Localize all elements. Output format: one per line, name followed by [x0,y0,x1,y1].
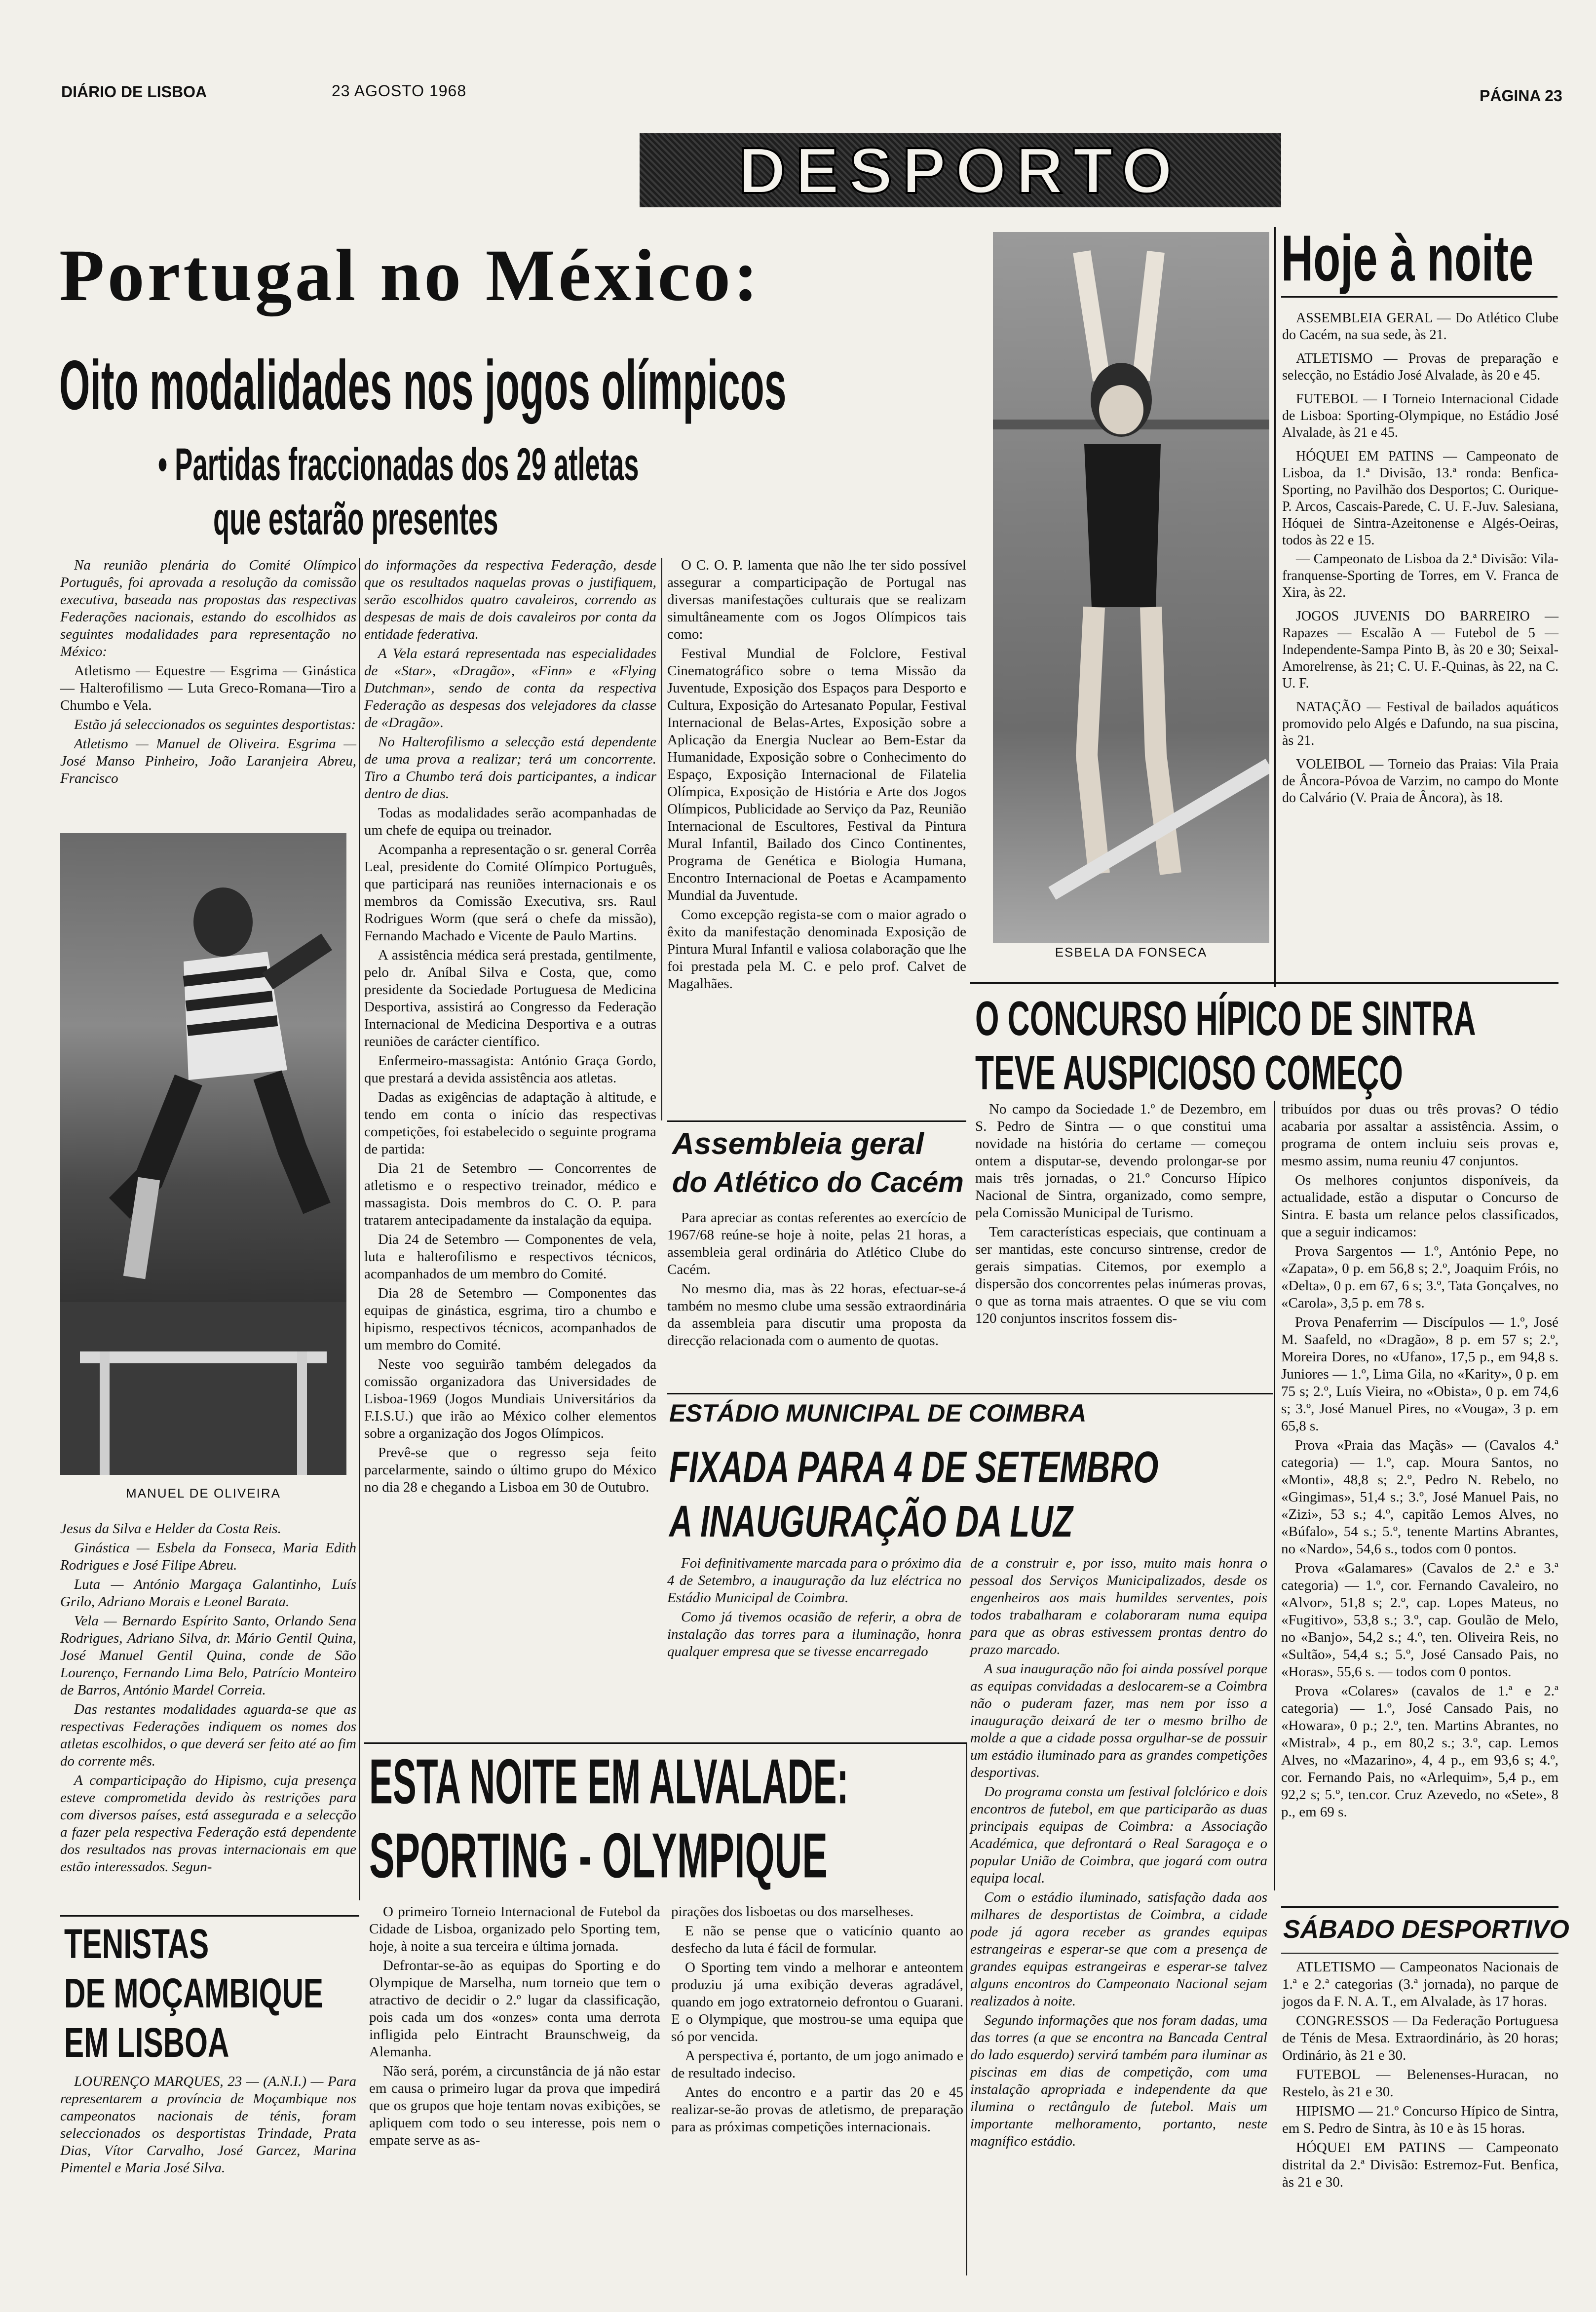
paragraph: Os melhores conjuntos disponíveis, da actualidade, estão a disputar o Concurso de Sintra. E basta um relance pelos classificados, que a seguir indicamos: [1281,1172,1558,1240]
alvalade-col-a [369,1903,660,2151]
listing-item: CONGRESSOS — Da Federação Portuguesa de Ténis de Mesa. Extraordinário, às 20 horas; Ordinário, às 21 e 30. [1282,2013,1558,2063]
desporto-title: DESPORTO [738,134,1182,207]
runner-illustration [60,833,346,1475]
paragraph: Prova «Galamares» (Cavalos de 2.ª e 3.ª categoria) — 1.º, cor. Fernando Cavaleiro, no «Alvor», 51,8 s; 2.º, cap. Lopes Mateus, no «Fugitivo», 53,8 s.; 3.º, cap. Goulão de Melo, no «Banjo», 54,2 s.; 4.º, ten. Oliveira Reis, no «Sultão», 54,4 s.; 5.º, José Cansado Pais, no «Horas», 55,6 s. — todos com 0 pontos. [1281,1560,1558,1680]
alvalade-col-b [671,1903,963,2138]
page-number: PÁGINA 23 [1480,87,1562,105]
paragraph: No Halterofilismo a selecção está dependente de uma prova a realizar; terá um concorrente. Tiro a Chumbo terá dois participantes, a indicar dentro de dias. [364,734,656,802]
tenistas-title-1: TENISTAS [64,1921,209,1967]
paragraph: LOURENÇO MARQUES, 23 — (A.N.I.) — Para representarem a província de Moçambique nos campeonatos nacionais de ténis, foram seleccionados os desportistas Trindade, Prata Dias, Vítor Carvalho, José Garcez, Marina Pimentel e Maria José Silva. [60,2074,356,2176]
listing-item: ASSEMBLEIA GERAL — Do Atlético Clube do Cacém, na sua sede, às 21. [1282,310,1558,343]
listing-item: JOGOS JUVENIS DO BARREIRO — Rapazes — Escalão A — Futebol de 5 — Independente-Sampa Pinto B, às 20 e 30; Seixal-Amorelrense, às 21; C. U. F.-Quinas, às 22, na C. U. F. [1282,609,1558,691]
paragraph: Festival Mundial de Folclore, Festival Cinematográfico sobre o tema Missão da Juventude, Exposição dos Espaços para Desporto e Cultura, Exposição do Artesanato Popular, Festival Internacional de Belas-Artes, Exposição sobre a Aplicação da Energia Nuclear ao Bem-Estar da Humanidade, Exposição sobre o Conhecimento do Espaço, Exposição Internacional de Filatelia Olímpica, Exposição de História e Arte dos Jogos Olímpicos, Publicidade ao Serviço da Paz, Reunião Internacional de Escultores, Festival da Pintura Mural Infantil, Bailado dos Cinco Continentes, Programa de Genética e Biologia Humana, Encontro Internacional de Poetas e Acampamento Mundial da Juventude. [667,646,966,903]
column-rule [1274,1101,1275,1890]
hipico-title-2: TEVE AUSPICIOSO COMEÇO [975,1045,1403,1101]
listing-item: HIPISMO — 21.º Concurso Hípico de Sintra, em S. Pedro de Sintra, às 10 e às 15 horas. [1282,2103,1558,2136]
paragraph: Não será, porém, a circunstância de já não estar em causa o primeiro lugar da prova que impedirá que os grupos que hoje tentam novas exibições, se apliquem com todo o seu interesse, pois nem o empate serve as as- [369,2063,660,2148]
listing-item: ATLETISMO — Provas de preparação e selecção, no Estádio José Alvalade, às 20 e 45. [1282,351,1558,383]
newspaper-name: DIÁRIO DE LISBOA [61,83,207,101]
issue-date: 23 AGOSTO 1968 [332,82,467,100]
assembleia-body [667,1209,966,1351]
paragraph: Dia 21 de Setembro — Concorrentes de atletismo e o respectivo treinador, médico e massagista. Dois membros do C. O. P. para tratarem antecipadamente da instalação da equipa. [364,1160,656,1228]
paragraph: Ginástica — Esbela da Fonseca, Maria Edith Rodrigues e José Filipe Abreu. [60,1540,356,1573]
listing-item: HÓQUEI EM PATINS — Campeonato de Lisboa, da 1.ª Divisão, 13.ª ronda: Benfica-Sporting, no Pavilhão dos Desportos; C. Ourique-P. Arcos, Cascais-Parede, C. U. F.-Juv. Salesiana, Hóquei de Sintra-Azeitonense e Algés-Oeiras, todos às 22 e 15. [1282,449,1558,548]
paragraph: Todas as modalidades serão acompanhadas de um chefe de equipa ou treinador. [364,805,656,838]
paragraph: O Sporting tem vindo a melhorar e anteontem produziu já uma exibição deveras agradável, quando em jogo extratorneio defrontou o Guarani. E o Olympique, que mostrou-se uma equipa que só por vencida. [671,1960,963,2044]
paragraph: No campo da Sociedade 1.º de Dezembro, em S. Pedro de Sintra — o que constitui uma novidade na história do certame — começou ontem a disputar-se, devendo prolongar-se por mais três jornadas, o 21.º Concurso Hípico Nacional de Sintra, organizado, como sempre, pela Comissão Municipal de Turismo. [975,1101,1266,1221]
box-rule [1281,1906,1558,1908]
alvalade-title-2: SPORTING - OLYMPIQUE [369,1820,828,1891]
paragraph: A Vela estará representada nas especialidades de «Star», «Dragão», «Finn» e «Flying Dutchman», sendo de conta da respectiva Federação as despesas dos velejadores da classe de «Dragão». [364,646,656,731]
paragraph: Foi definitivamente marcada para o próximo dia 4 de Setembro, a inauguração da luz eléctrica no Estádio Municipal de Coimbra. [667,1555,961,1606]
paragraph: pirações dos lisboetas ou dos marselheses. [671,1904,914,1920]
paragraph: Como já tivemos ocasião de referir, a obra de instalação das torres para a iluminação, honra qualquer empresa que se tivesse encarregado [667,1609,961,1659]
tenistas-title-3: EM LISBOA [64,2019,229,2066]
section-rule [970,982,1558,984]
coimbra-title-2: A INAUGURAÇÃO DA LUZ [669,1496,1073,1546]
column-rule [1281,296,1558,298]
section-rule [667,1393,1273,1394]
sabado-title: SÁBADO DESPORTIVO [1283,1915,1569,1944]
listing-item: FUTEBOL — I Torneio Internacional Cidade de Lisboa: Sporting-Olympique, no Estádio José Alvalade, às 21 e 45. [1282,391,1558,440]
paragraph: Dia 24 de Setembro — Componentes de vela, luta e halterofilismo e respectivos técnicos, acompanhados de um membro do Comité. [364,1232,656,1282]
paragraph: Com o estádio iluminado, satisfação dada aos milhares de desportistas de Coimbra, a cidade pode já agora receber as grandes equipas estrangeiras e esperar-se que com a presença de grandes equipas estrangeiras e esperar-se talvez alguns encontros do Campeonato Nacional sejam realizados à noite. [970,1889,1267,2009]
main-title: Portugal no México: [59,234,761,316]
paragraph: Acompanha a representação o sr. general Corrêa Leal, presidente do Comité Olímpico Português, que participará nas reuniões internacionais e os membros da Comissão Executiva, srs. Raul Rodrigues Worm (que será o chefe da missão), Fernando Machado e Vicente de Paulo Martins. [364,842,656,944]
main-subtitle: Oito modalidades nos jogos olímpicos [59,346,787,424]
paragraph: Prova «Praia das Maçãs» — (Cavalos 4.ª categoria) — 1.º, cap. Moura Santos, no «Monti», 48,8 s; 2.º, Pedro N. Rebelo, no «Gingimas», 51,4 s.; 3.º, José Manuel Pais, no «Zizi», 53 s.; 4.º, capitão Lemos Alves, no «Búfalo», 54 s.; 5.º, tenente Martins Abrantes, no «Nardo», 54,6 s., todos com 0 pontos. [1281,1437,1558,1557]
paragraph: Dia 28 de Setembro — Componentes das equipas de ginástica, esgrima, tiro a chumbo e hipismo, respectivos técnicos, acompanhados de um membro do Comité. [364,1285,656,1353]
paragraph: Vela — Bernardo Espírito Santo, Orlando Sena Rodrigues, Adriano Silva, dr. Mário Gentil Quina, José Manuel Gentil Quina, conde de São Lourenço, Fernando Lima Belo, Patrício Monteiro de Barros, António Mardel Correia. [60,1613,356,1698]
paragraph: O primeiro Torneio Internacional de Futebol da Cidade de Lisboa, organizado pelo Sporting tem, hoje, à noite a sua terceira e última jornada. [369,1904,660,1954]
box-rule [1281,1953,1558,1954]
hipico-col-a [975,1101,1266,1329]
bullet-icon: • [158,438,175,490]
column-rule [661,558,662,1120]
paragraph: A comparticipação do Hipismo, cuja presença esteve comprometida devido às restrições para com diversos países, está assegurada e a selecção a fazer pela respectiva Federação está dependente dos resultados nas provas internacionais em que estão interessados. Segun- [60,1773,356,1875]
athlete-photo-manuel-de-oliveira [60,833,346,1475]
main-col1-bottom [60,1520,356,1878]
paragraph: tribuídos por duas ou três provas? O tédio acabaria por assaltar a assistência. Assim, o programa de ontem incluiu seis provas e, mesmo assim, numa reuniu 47 conjuntos. [1281,1101,1558,1169]
paragraph: Atletismo — Equestre — Esgrima — Ginástica — Halterofilismo — Luta Greco-Romana—Tiro a Chumbo e Vela. [60,663,356,713]
column-rule [1274,227,1276,987]
coimbra-col-b [970,1555,1267,2152]
box-rule [364,1742,966,1744]
paragraph: de a construir e, por isso, muito mais honra o pessoal dos Serviços Municipalizados, desde os engenheiros aos mais humildes serventes, pois todos trabalharam e colaboraram numa equipa para que as obras estivessem prontas dentro do prazo marcado. [970,1555,1267,1657]
alvalade-title-1: ESTA NOITE EM ALVALADE: [369,1746,849,1817]
paragraph: Luta — António Margaça Galantinho, Luís Grilo, Adriano Morais e Leonel Barata. [60,1577,356,1610]
coimbra-col-a [667,1555,961,1662]
coimbra-kicker: ESTÁDIO MUNICIPAL DE COIMBRA [669,1399,1087,1427]
paragraph: A perspectiva é, portanto, de um jogo animado e de resultado indeciso. [671,2048,963,2081]
hoje-title: Hoje à noite [1281,222,1534,295]
paragraph: E não se pense que o vaticínio quanto ao desfecho da luta é fácil de formular. [671,1923,963,1956]
tenistas-body [60,2073,356,2179]
gymnast-illustration [993,232,1269,943]
paragraph: Jesus da Silva e Helder da Costa Reis. [60,1521,281,1537]
main-col2 [364,557,656,1498]
assembleia-title-1: Assembleia geral [672,1127,924,1161]
paragraph: Dadas as exigências de adaptação à altitude, e tendo em conta o início das respectivas competições, foi estabelecido o seguinte programa de partida: [364,1089,656,1157]
desporto-banner [640,133,1281,207]
main-col1-top [60,557,356,789]
paragraph: Para apreciar as contas referentes ao exercício de 1967/68 reúne-se hoje à noite, pelas 21 horas, a assembleia geral ordinária do Atlético Clube do Cacém. [667,1210,966,1277]
paragraph: Antes do encontro e a partir das 20 e 45 realizar-se-ão provas de atletismo, de preparação para as próximas competições internacionais. [671,2084,963,2135]
hipico-col-b [1281,1101,1558,1823]
paragraph: Neste voo seguirão também delegados da comissão organizadora das Universidades de Lisboa-1969 (Jogos Mundiais Universitários da F.I.S.U.) que irão ao México colher elementos sobre a organização dos Jogos Olímpicos. [364,1356,656,1441]
paragraph: A assistência médica será prestada, gentilmente, pelo dr. Aníbal Silva e Costa, que, como presidente da Sociedade Portuguesa de Medicina Desportiva, assistirá ao Congresso da Federação Internacional de Medicina Desportiva e a outras reuniões de carácter científico. [364,947,656,1049]
paragraph: Segundo informações que nos foram dadas, uma das torres (a que se encontra na Bancada Central do lado esquerdo) servirá também para iluminar as piscinas em dias de competição, com uma instalação apropriada e independente da que ilumina o rectângulo de futebol. Mais um importante melhoramento, portanto, neste magnífico estádio. [970,2012,1267,2149]
main-deck-1: • Partidas fraccionadas dos 29 atletas [158,438,639,490]
paragraph: Prova Penaferrim — Discípulos — 1.º, José M. Saafeld, no «Dragão», 8 p. em 57 s; 2.º, Moreira Dores, no «Ufano», 17,5 p., em 94,8 s. Juniores — 1.º, Lima Gila, no «Karity», 0 p. em 75 s; 2.º, Luís Vieira, no «Obista», 0 p. em 74,6 s; 3.º, José Manuel Pires, no «Vouga», 3 p. em 65,8 s. [1281,1314,1558,1434]
listing-item: — Campeonato de Lisboa da 2.ª Divisão: Vila-franquense-Sporting de Torres, em V. Franca de Xira, às 22. [1282,551,1558,600]
paragraph: Na reunião plenária do Comité Olímpico Português, foi aprovada a resolução da comissão executiva, baseada nas propostas das respectivas Federações nacionais, estando do escolhidos as seguintes modalidades para representação no México: [60,557,356,659]
paragraph: Atletismo — Manuel de Oliveira. Esgrima — José Manso Pinheiro, João Laranjeira Abreu, Francisco [60,736,356,786]
paragraph: Enfermeiro-massagista: António Graça Gordo, que prestará a devida assistência aos atletas. [364,1053,656,1086]
box-rule [667,1120,966,1122]
paragraph: Das restantes modalidades aguarda-se que as respectivas Federações indiquem os nomes dos atletas escolhidos, o que deverá ser feito até ao fim do corrente mês. [60,1701,356,1769]
column-rule [359,558,360,1900]
coimbra-title-1: FIXADA PARA 4 DE SETEMBRO [669,1442,1159,1492]
paragraph: Defrontar-se-ão as equipas do Sporting e do Olympique de Marselha, num torneio que tem o atractivo de decidir o 2.º lugar da classificação, pois cada um dos «onzes» conta uma derrota infligida pelo Eintracht Braunschweig, da Alemanha. [369,1958,660,2060]
listing-item: FUTEBOL — Belenenses-Huracan, no Restelo, às 21 e 30. [1282,2067,1558,2100]
paragraph: Estão já seleccionados os seguintes desportistas: [74,717,356,732]
column-rule [966,1742,967,2275]
paragraph: O C. O. P. lamenta que não lhe ter sido possível assegurar a comparticipação de Portugal nas diversas manifestações culturais que se realizam simultâneamente com os Jogos Olímpicos tais como: [667,557,966,642]
main-deck-2: que estarão presentes [213,493,498,544]
hipico-title-1: O CONCURSO HÍPICO DE SINTRA [975,991,1476,1046]
listing-item: ATLETISMO — Campeonatos Nacionais de 1.ª e 2.ª categorias (3.ª jornada), no parque de jogos da F. N. A. T., em Alvalade, às 17 horas. [1282,1959,1558,2009]
sabado-list [1282,1959,1558,2193]
assembleia-title-2: do Atlético do Cacém [672,1166,964,1198]
paragraph: Prevê-se que o regresso seja feito parcelarmente, saindo o último grupo do México no dia 28 e chegando a Lisboa em 30 de Outubro. [364,1445,656,1495]
main-col3 [667,557,966,995]
listing-item: NATAÇÃO — Festival de bailados aquáticos promovido pelo Algés e Dafundo, na sua piscina, às 21. [1282,699,1558,748]
box-rule [60,1915,359,1917]
paragraph: Prova Sargentos — 1.º, António Pepe, no «Zapata», 0 p. em 56,8 s; 2.º, Joaquim Fróis, no «Delta», 0 p. em 67, 6 s; 3.º, Tata Gonçalves, no «Carola», 3,5 p. em 78 s. [1281,1243,1558,1311]
listing-item: VOLEIBOL — Torneio das Praias: Vila Praia de Âncora-Póvoa de Varzim, no campo do Monte do Calvário (V. Praia de Âncora), às 18. [1282,757,1558,806]
photo1-caption: MANUEL DE OLIVEIRA [126,1486,281,1501]
photo2-caption: ESBELA DA FONSECA [1055,945,1208,960]
paragraph: No mesmo dia, mas às 22 horas, efectuar-se-á também no mesmo clube uma sessão extraordinária da assembleia para discutir uma proposta da direcção relacionada com o aumento de quotas. [667,1281,966,1349]
listing-item: HÓQUEI EM PATINS — Campeonato distrital da 2.ª Divisão: Estremoz-Fut. Benfica, às 21 e 30. [1282,2140,1558,2190]
hoje-list [1282,310,1558,809]
paragraph: Tem características especiais, que continuam a ser mantidas, este concurso sintrense, credor de gerais simpatias. Citemos, por exemplo a dispersão dos concorrentes pelas inúmeras provas, o que as torna mais atraentes. O que se viu com 120 conjuntos inscritos fossem dis- [975,1224,1266,1326]
paragraph: Prova «Colares» (cavalos de 1.ª e 2.ª categoria) — 1.º, José Cansado Pais, no «Howara», 0 p.; 2.º, ten. Martins Abrantes, no «Mistral», 4 p., em 80,2 s.; 3.º, cap. Lemos Alves, no «Mazarino», 4, 4 p., em 93,6 s; 4.º, cor. Fernando Pais, no «Arlequim», 5,4 p., em 92,2 s; 5.º, ten.cor. Cruz Azevedo, no «Sete», 8 p., em 69 s. [1281,1683,1558,1820]
gymnast-photo-esbela-da-fonseca [993,232,1269,943]
tenistas-title-2: DE MOÇAMBIQUE [64,1970,324,2016]
paragraph: do informações da respectiva Federação, desde que os resultados naquelas provas o justifiquem, serão escolhidos quatro cavaleiros, correndo as despesas de mais de dois cavaleiros por conta da entidade federativa. [364,557,656,642]
paragraph: A sua inauguração não foi ainda possível porque as equipas convidadas a deslocarem-se a Coimbra não o puderam fazer, mas nem por isso a inauguração deixará de ter o mesmo brilho de molde a que a cidade possa orgulhar-se de possuir um estádio iluminado para as grandes competições desportivas. [970,1661,1267,1780]
paragraph: Como excepção regista-se com o maior agrado o êxito da manifestação denominada Exposição de Pintura Mural Infantil e valiosa colaboração que lhe foi prestada pela M. C. e pelo prof. Calvet de Magalhães. [667,907,966,992]
paragraph: Do programa consta um festival folclórico e dois encontros de futebol, em que participarão as duas principais equipas de Coimbra: a Associação Académica, que defrontará o Real Saragoça e o popular União de Coimbra, que jogará com outra equipa local. [970,1784,1267,1886]
